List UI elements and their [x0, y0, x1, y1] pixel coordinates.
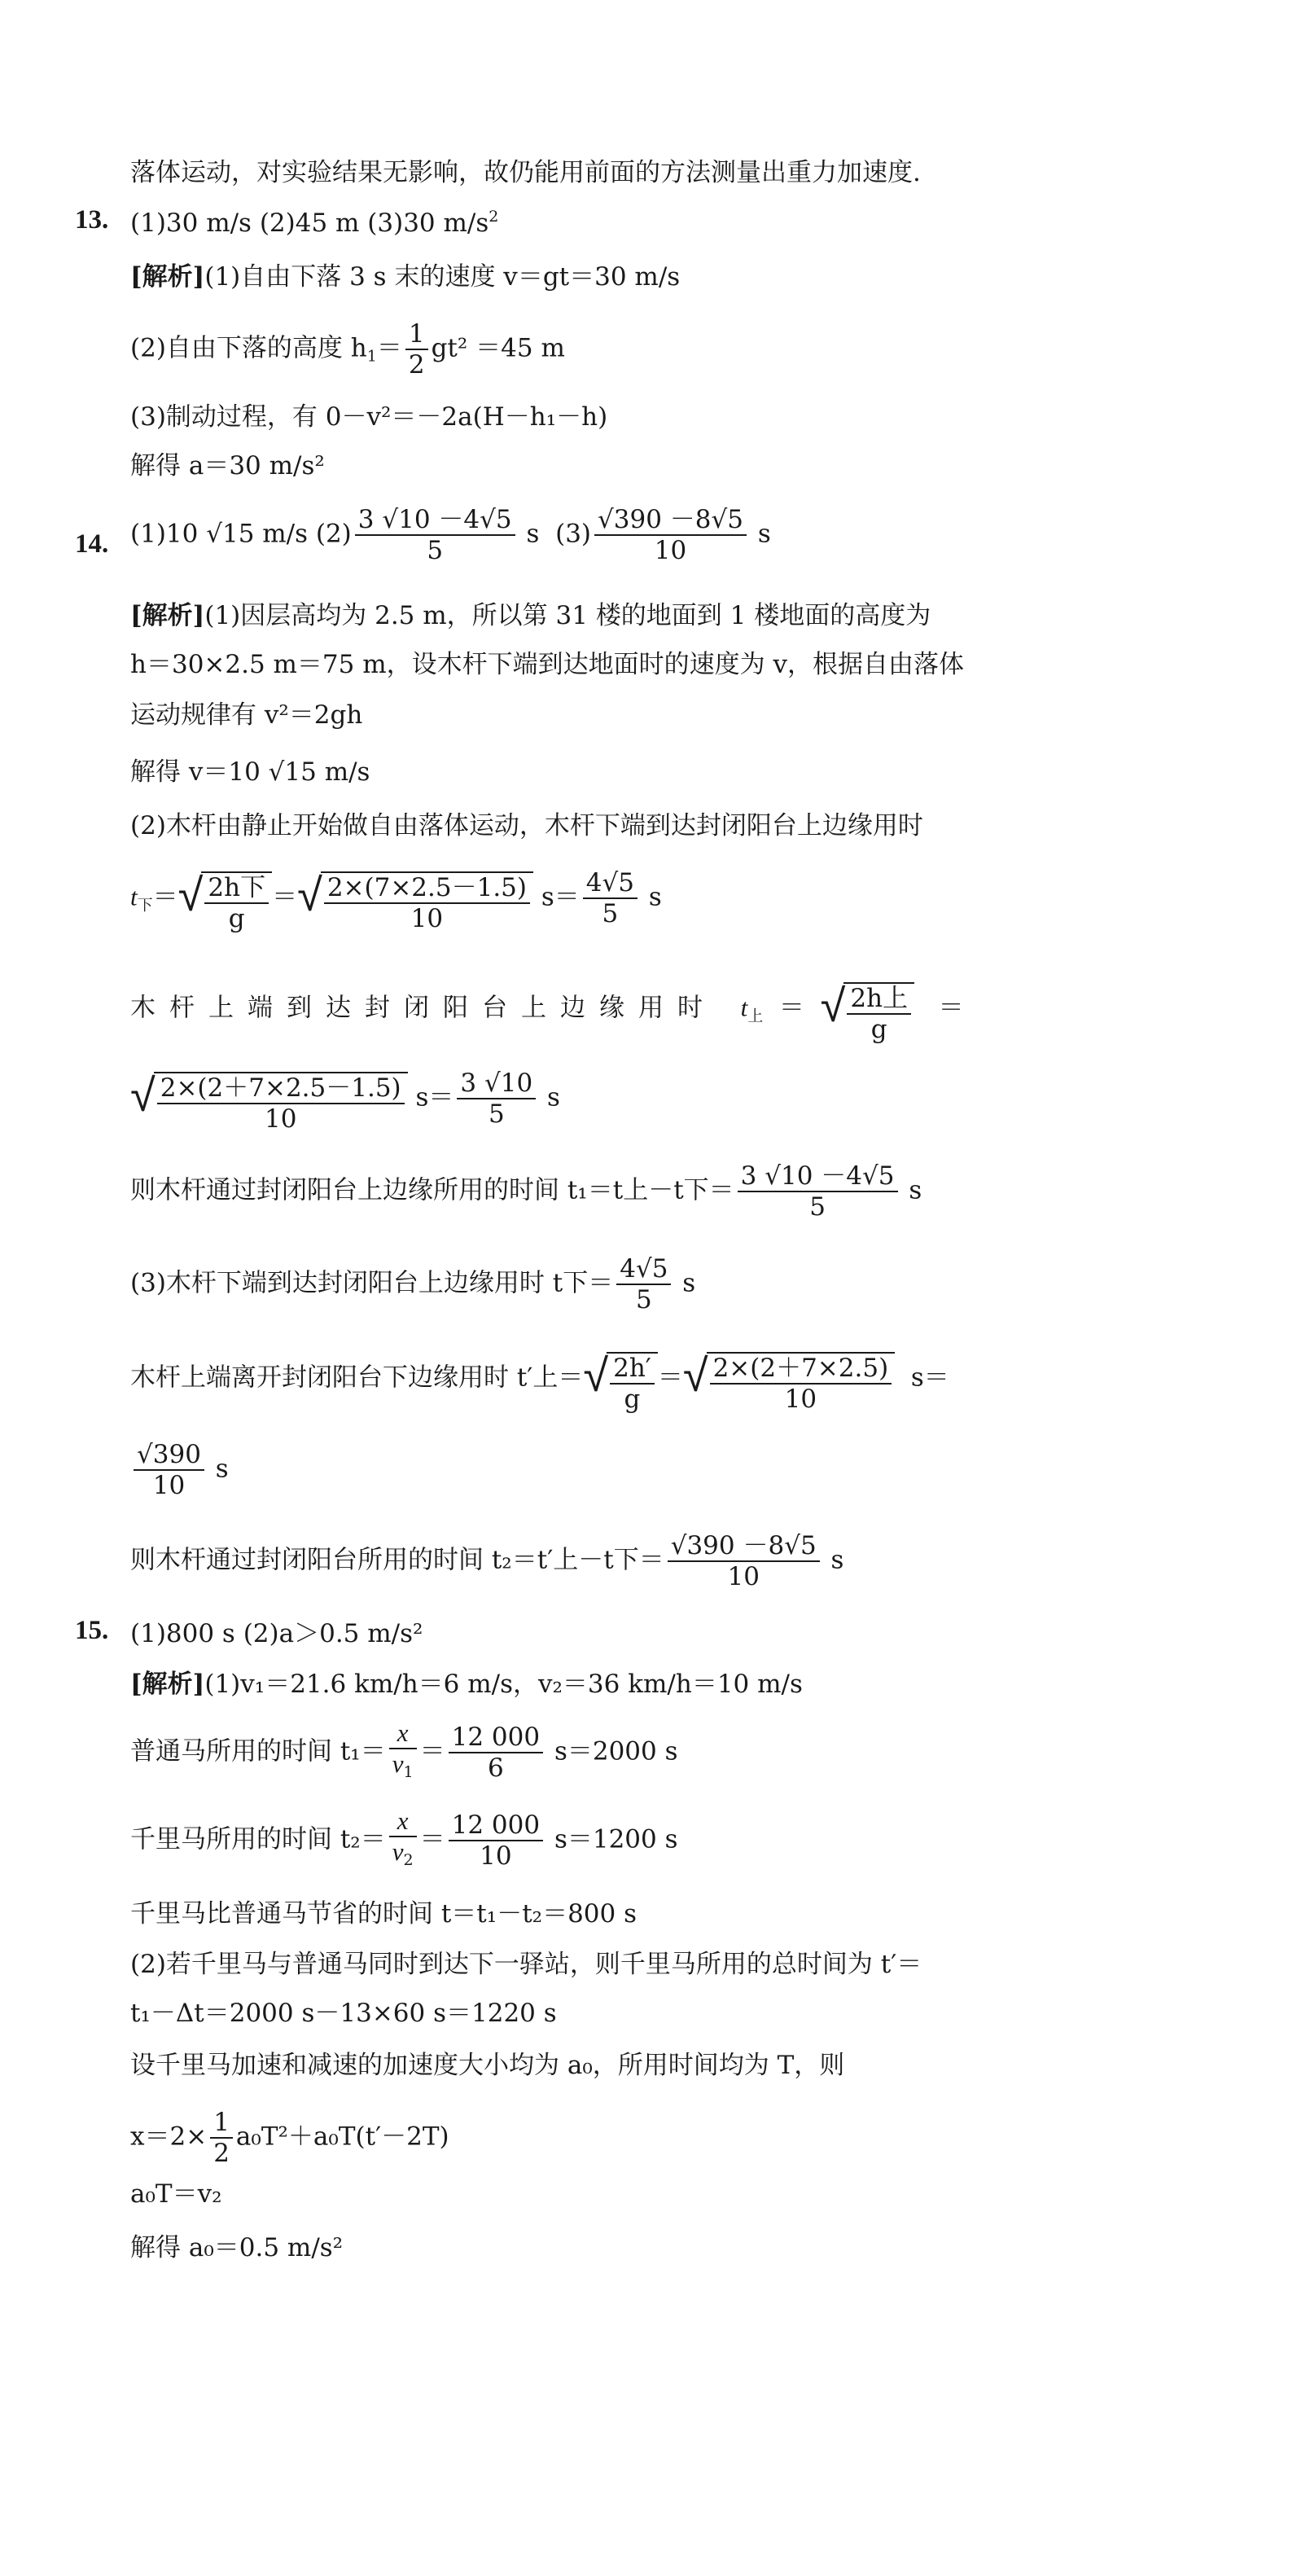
q13-analysis-line-1: [解析](1)自由下落 3 s 末的速度 v＝gt＝30 m/s: [130, 262, 681, 292]
q15-line-7: 设千里马加速和减速的加速度大小均为 a₀，所用时间均为 T，则: [130, 2051, 845, 2080]
q15-line-10: 解得 a₀＝0.5 m/s²: [130, 2233, 344, 2262]
q15-line-9: a₀T＝v₂: [130, 2179, 222, 2209]
q15-line-8: x＝2× $\frac{1}{2}$ a₀T²＋a₀T(t′－2T): [130, 2108, 449, 2168]
q14-analysis-line-5: (2)木杆由静止开始做自由落体运动，木杆下端到达封闭阳台上边缘用时: [130, 811, 923, 840]
q15-line-5: (2)若千里马与普通马同时到达下一驿站，则千里马所用的总时间为 t′＝: [130, 1950, 922, 1979]
q14-analysis-line-2: h＝30×2.5 m＝75 m，设木杆下端到达地面时的速度为 v，根据自由落体: [130, 650, 964, 679]
q14-formula-t-prime-value: $\frac{√390}{10}$ s: [130, 1440, 1237, 1500]
q14-formula-t1: 则木杆通过封闭阳台上边缘所用的时间 t₁＝t上－t下＝ $\frac{3 √10 -4√5}{5}$ s: [130, 1161, 922, 1222]
q15-line-4: 千里马比普通马节省的时间 t＝t₁－t₂＝800 s: [130, 1899, 637, 1929]
q15-line-2: 普通马所用的时间 t₁＝ $\frac{x}{v_1}$ ＝ $\frac{12 000}{6}$ s＝2000 s: [130, 1718, 678, 1783]
q13-answer: (1)30 m/s (2)45 m (3)30 $m/s^2$: [130, 208, 499, 238]
q13-analysis-line-4: 解得 a＝30 m/s²: [130, 451, 325, 481]
q14-analysis-line-3: 运动规律有 v²＝2gh: [130, 700, 363, 730]
q14-formula-t-prime-upper: 木杆上端离开封闭阳台下边缘用时 t′上＝ √ $\frac{2h'}{g}$ ＝ √ $\frac{2\times(2+7\times 2.5)}{10}$ s＝: [130, 1349, 949, 1414]
q15-analysis-line-1: [解析](1)v₁＝21.6 km/h＝6 m/s，v₂＝36 km/h＝10 m/s: [130, 1670, 803, 1699]
q14-formula-t2: 则木杆通过封闭阳台所用的时间 t₂＝t′上－t下＝ $\frac{√390 -8√5}{10}$ s: [130, 1531, 844, 1591]
q14-formula-t-upper-value: √ $\frac{2\times(2+7\times 2.5-1.5)}{10}$ s＝ $\frac{3 √10}{5}$ s: [130, 1069, 560, 1134]
q15-line-6: t₁－Δt＝2000 s－13×60 s＝1220 s: [130, 1999, 557, 2028]
q13-analysis-line-3: (3)制动过程，有 0－v²＝－2a(H－h₁－h): [130, 402, 608, 432]
q14-analysis-line-1: [解析](1)因层高均为 2.5 m，所以第 31 楼的地面到 1 楼地面的高度为: [130, 601, 931, 630]
q14-formula-t-lower-3: (3)木杆下端到达封闭阳台上边缘用时 t下＝ $\frac{4√5}{5}$ s: [130, 1254, 696, 1314]
continuation-line: 落体运动，对实验结果无影响，故仍能用前面的方法测量出重力加速度.: [130, 158, 921, 187]
q14-formula-t-lower: $t_下=$ √ $\frac{\text{2h下}}{g}$ ＝ √ $\frac{2\times(7\times 2.5-1.5)}{10}$ s＝ $\frac{4√5}{5}$ s: [130, 868, 662, 933]
q15-line-3: 千里马所用的时间 t₂＝ $\frac{x}{v_2}$ ＝ $\frac{12 000}{10}$ s＝1200 s: [130, 1806, 678, 1871]
question-13-number: 13.: [75, 205, 109, 235]
q15-answer: (1)800 s (2)a＞0.5 m/s²: [130, 1619, 423, 1648]
question-14-number: 14.: [75, 529, 109, 559]
q13-analysis-line-2: (2)自由下落的高度 $h_1=$ $\frac{1}{2}$ gt² ＝45 m: [130, 319, 565, 380]
question-15-number: 15.: [75, 1616, 109, 1645]
q14-answer: (1)10 √15 m/s (2) $\frac{3 √10 -4√5}{5}$ s (3) $\frac{√390 -8√5}{10}$ s: [130, 505, 771, 565]
q14-formula-t-upper: 木杆上端到达封闭阳台上边缘用时 $t_上$ ＝ √ $\frac{\text{2h上}}{g}$ ＝: [130, 980, 964, 1044]
q14-analysis-line-4: 解得 v＝10 √15 m/s: [130, 757, 370, 787]
